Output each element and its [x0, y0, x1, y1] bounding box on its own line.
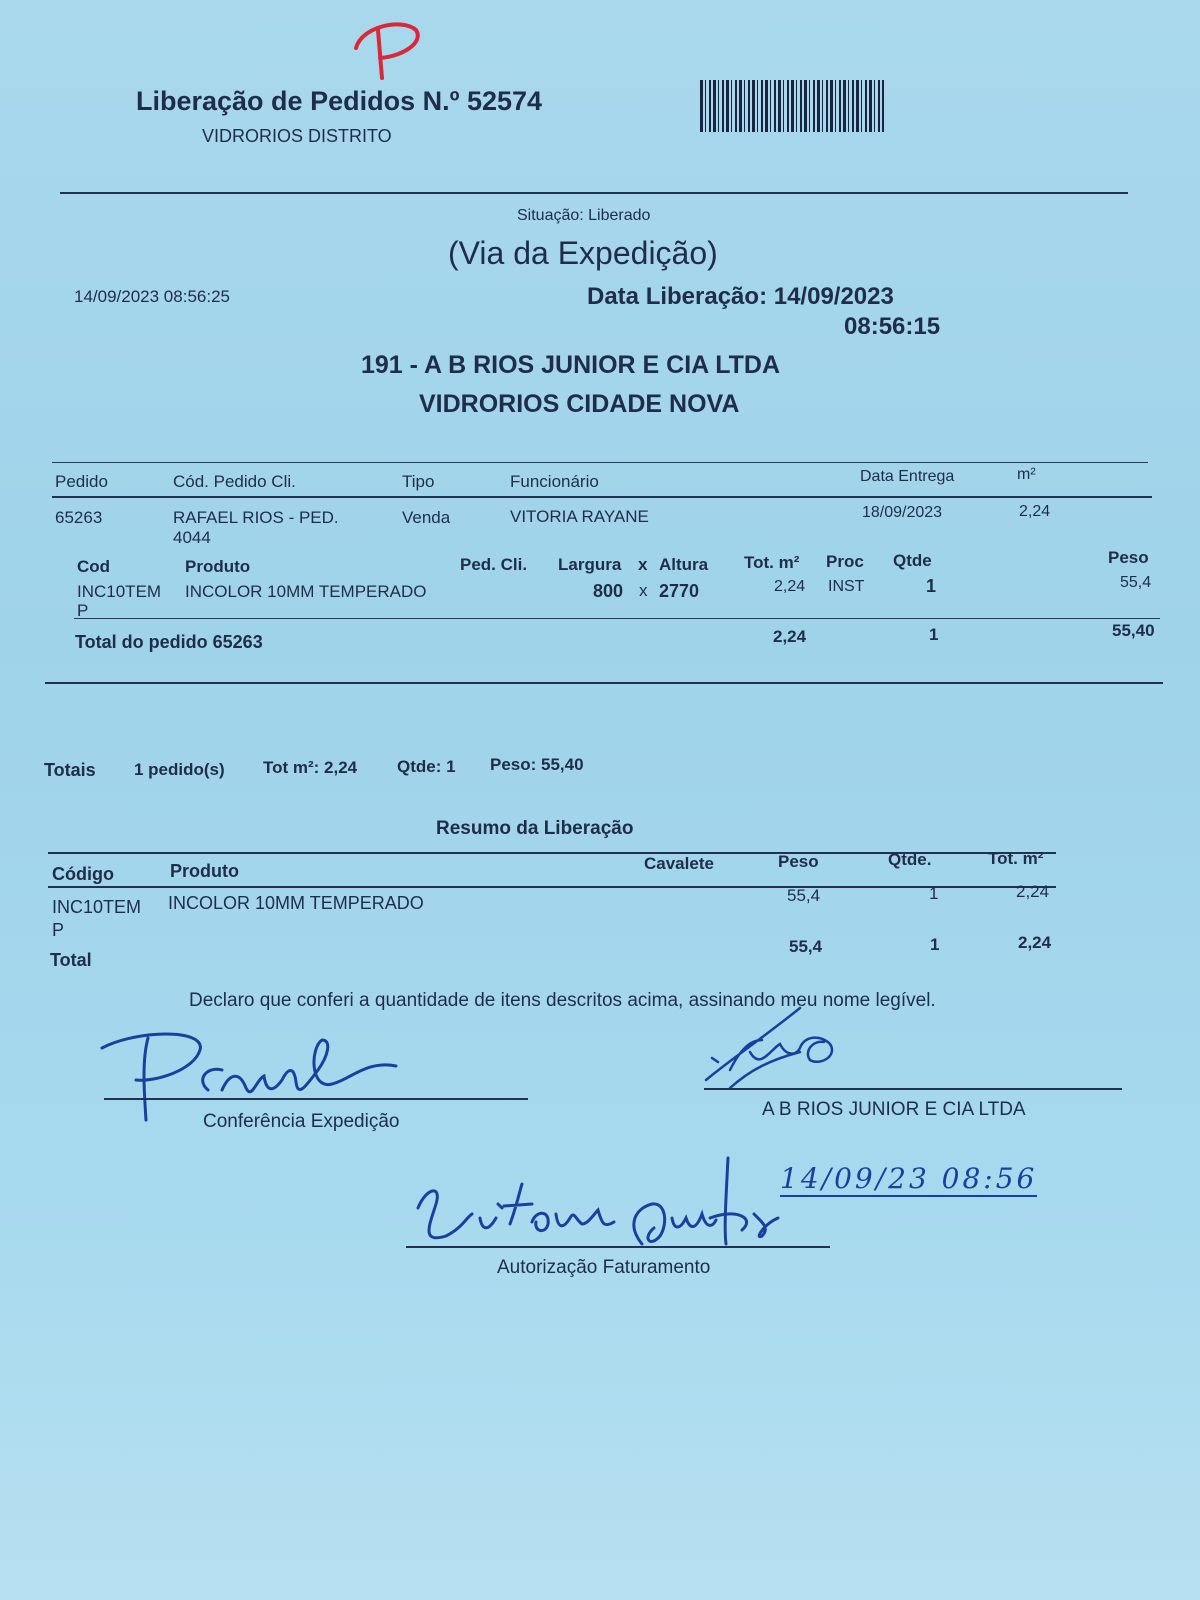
resumo-total-label: Total — [50, 950, 92, 970]
item-header-cod: Cod — [77, 557, 111, 576]
totais-pedidos: 1 pedido(s) — [134, 760, 225, 779]
pedido-total-m2: 2,24 — [773, 627, 807, 646]
resumo-total-qtde: 1 — [930, 935, 940, 954]
signature-line-empresa — [704, 1088, 1122, 1090]
resumo-header-cavalete: Cavalete — [644, 854, 714, 873]
release-time: 08:56:15 — [844, 313, 941, 340]
pedido-bottom-rule — [45, 682, 1163, 684]
resumo-produto: INCOLOR 10MM TEMPERADO — [168, 893, 424, 913]
signature-line-conferencia — [104, 1098, 528, 1100]
pedido-m2: 2,24 — [1019, 503, 1051, 520]
resumo-header-qtde: Qtde. — [888, 850, 932, 869]
red-p-mark — [352, 18, 422, 88]
release-date: Data Liberação: 14/09/2023 — [587, 283, 894, 310]
resumo-peso: 55,4 — [787, 886, 821, 905]
col-header-pedido: Pedido — [55, 472, 108, 491]
item-header-ped-cli: Ped. Cli. — [460, 555, 528, 574]
col-header-funcionario: Funcionário — [510, 472, 599, 491]
pedido-total-qtde: 1 — [929, 625, 939, 644]
col-header-m2: m² — [1017, 466, 1036, 483]
resumo-header-produto: Produto — [170, 861, 239, 881]
item-qtde: 1 — [926, 576, 937, 596]
item-header-altura: Altura — [659, 555, 709, 574]
copy-designation: (Via da Expedição) — [448, 235, 718, 271]
pedido-total-label: Total do pedido 65263 — [75, 632, 263, 652]
label-conferencia-expedicao: Conferência Expedição — [203, 1111, 400, 1132]
document-title: Liberação de Pedidos N.º 52574 — [136, 86, 543, 116]
resumo-codigo-line1: INC10TEM — [52, 897, 142, 917]
col-header-tipo: Tipo — [402, 472, 435, 491]
resumo-header-peso: Peso — [778, 852, 819, 871]
item-cod-line2: P — [77, 601, 89, 620]
item-largura: 800 — [593, 581, 624, 601]
item-header-peso: Peso — [1108, 548, 1149, 567]
header-divider — [60, 192, 1128, 194]
pedido-data-entrega: 18/09/2023 — [862, 504, 943, 521]
cod-cli-line2: 4044 — [173, 528, 211, 547]
resumo-header-codigo: Código — [52, 864, 114, 884]
resumo-header-tot-m2: Tot. m² — [988, 849, 1044, 868]
signature-autorizacao — [406, 1148, 796, 1258]
resumo-total-peso: 55,4 — [789, 937, 823, 956]
pedido-funcionario: VITORIA RAYANE — [510, 507, 649, 526]
resumo-qtde: 1 — [929, 884, 939, 903]
cod-cli-line1: RAFAEL RIOS - PED. — [173, 508, 339, 527]
pedido-tipo: Venda — [402, 508, 451, 527]
signature-empresa — [700, 1000, 860, 1110]
item-header-qtde: Qtde — [893, 551, 932, 570]
resumo-total-tot-m2: 2,24 — [1018, 933, 1052, 952]
item-header-produto: Produto — [185, 557, 251, 576]
resumo-tot-m2: 2,24 — [1016, 882, 1050, 901]
pedido-total-peso: 55,40 — [1112, 621, 1155, 640]
printed-datetime: 14/09/2023 08:56:25 — [74, 287, 230, 306]
item-header-tot-m2: Tot. m² — [744, 553, 800, 572]
label-empresa: A B RIOS JUNIOR E CIA LTDA — [762, 1099, 1026, 1120]
resumo-header-rule — [48, 886, 1056, 888]
item-header-proc: Proc — [826, 552, 864, 571]
col-header-data-entrega: Data Entrega — [860, 468, 955, 485]
item-cod-line1: INC10TEM — [77, 582, 162, 601]
item-tot-m2: 2,24 — [774, 578, 806, 595]
client-store: VIDRORIOS CIDADE NOVA — [419, 390, 740, 418]
item-altura: 2770 — [659, 581, 700, 601]
totais-label: Totais — [44, 760, 96, 780]
pedido-number: 65263 — [55, 508, 103, 527]
declaration-text: Declaro que conferi a quantidade de itens descritos acima, assinando meu nome legível. — [189, 990, 936, 1011]
resumo-codigo-line2: P — [52, 920, 65, 940]
item-header-x: x — [638, 555, 648, 574]
item-produto: INCOLOR 10MM TEMPERADO — [185, 582, 427, 601]
totais-m2: Tot m²: 2,24 — [263, 758, 358, 777]
item-header-largura: Largura — [558, 555, 622, 574]
barcode — [700, 80, 884, 132]
handwritten-date: 14/09/23 08:56 — [780, 1162, 1038, 1195]
table-header-rule — [52, 496, 1152, 498]
col-header-cod-cli: Cód. Pedido Cli. — [173, 472, 296, 491]
signature-line-autorizacao — [406, 1246, 830, 1248]
client-name: 191 - A B RIOS JUNIOR E CIA LTDA — [361, 351, 781, 379]
item-proc: INST — [828, 578, 865, 595]
label-autorizacao-faturamento: Autorização Faturamento — [497, 1257, 711, 1278]
item-x: x — [639, 581, 648, 600]
issuer-company: VIDRORIOS DISTRITO — [202, 126, 392, 146]
item-peso: 55,4 — [1120, 574, 1152, 591]
table-top-rule — [52, 462, 1148, 463]
totais-peso: Peso: 55,40 — [490, 755, 584, 774]
status-text: Situação: Liberado — [517, 207, 651, 224]
resumo-title: Resumo da Liberação — [436, 818, 634, 839]
totais-qtde: Qtde: 1 — [397, 757, 456, 776]
item-total-rule — [74, 618, 1160, 619]
